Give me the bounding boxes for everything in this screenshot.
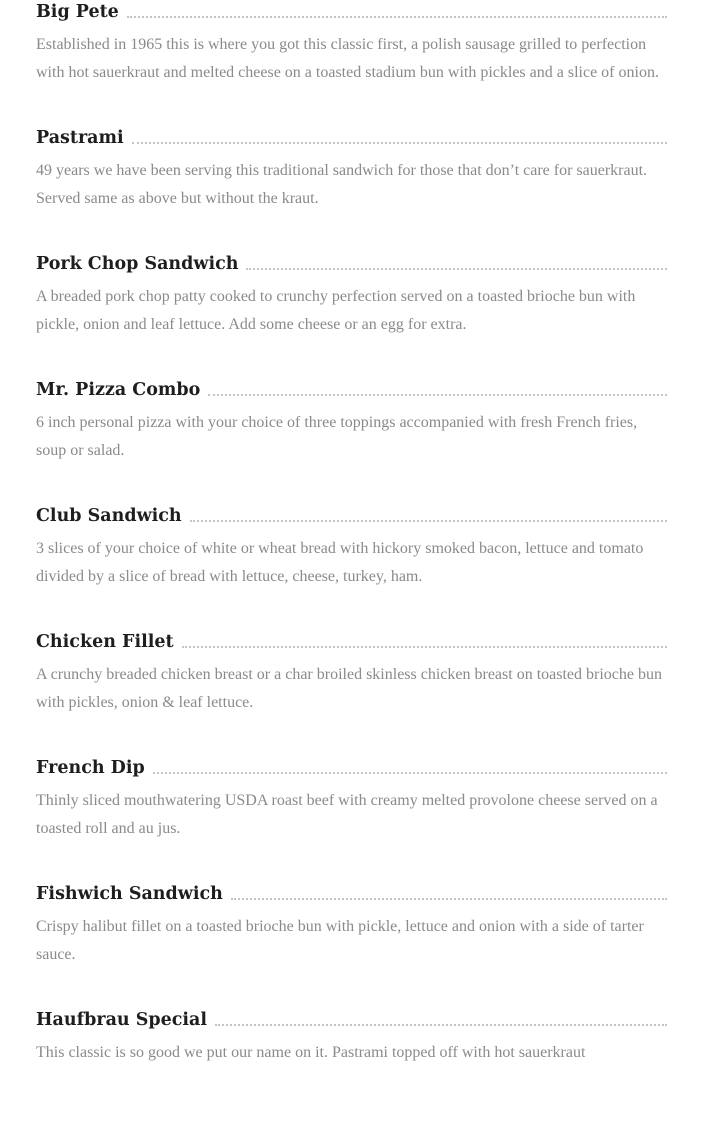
dotted-leader — [208, 394, 667, 396]
menu-item-name: Pastrami — [36, 128, 124, 148]
menu-item-description: Thinly sliced mouthwatering USDA roast beef with creamy melted provolone cheese served on a toasted roll and au jus. — [36, 792, 658, 837]
menu-item-description: This classic is so good we put our name on it. Pastrami topped off with hot sauerkraut — [36, 1044, 586, 1061]
menu-item-header — [36, 756, 667, 780]
menu-item-header — [36, 126, 667, 150]
dotted-leader — [153, 772, 667, 774]
menu-item-name: Haufbrau Special — [36, 1010, 208, 1030]
menu-item-name: Pork Chop Sandwich — [36, 254, 239, 274]
menu-item-header — [36, 504, 667, 528]
menu-item-header — [36, 630, 667, 654]
menu-item-haufbrau-special — [36, 1008, 667, 1134]
menu-item-fishwich-sandwich — [36, 882, 667, 1008]
menu-item-header — [36, 378, 667, 402]
menu-item-name: Club Sandwich — [36, 506, 182, 526]
menu-list — [36, 0, 667, 1134]
menu-item-french-dip — [36, 756, 667, 882]
menu-item-header — [36, 1008, 667, 1032]
menu-item-name: French Dip — [36, 758, 145, 778]
menu-item-name: Big Pete — [36, 2, 119, 22]
dotted-leader — [127, 16, 667, 18]
dotted-leader — [182, 646, 667, 648]
dotted-leader — [246, 268, 667, 270]
menu-item-pastrami — [36, 126, 667, 252]
menu-item-header — [36, 0, 667, 24]
menu-item-name: Mr. Pizza Combo — [36, 380, 201, 400]
menu-item-header — [36, 252, 667, 276]
menu-item-description: 6 inch personal pizza with your choice of three toppings accompanied with fresh French fries, soup or salad. — [36, 414, 638, 459]
menu-item-name: Chicken Fillet — [36, 632, 174, 652]
dotted-leader — [231, 898, 667, 900]
dotted-leader — [215, 1024, 667, 1026]
menu-item-description: 49 years we have been serving this traditional sandwich for those that don’t care for sauerkraut. Served same as above but without the kraut. — [36, 162, 648, 207]
menu-item-description: 3 slices of your choice of white or wheat bread with hickory smoked bacon, lettuce and tomato divided by a slice of bread with lettuce, cheese, turkey, ham. — [36, 540, 644, 585]
menu-item-big-pete — [36, 0, 667, 126]
menu-item-description: Crispy halibut fillet on a toasted brioche bun with pickle, lettuce and onion with a side of tarter sauce. — [36, 918, 644, 963]
menu-item-pork-chop-sandwich — [36, 252, 667, 378]
menu-item-header — [36, 882, 667, 906]
menu-item-description: Established in 1965 this is where you got this classic first, a polish sausage grilled to perfection with hot sauerkraut and melted cheese on a toasted stadium bun with pickles and a slice of onion. — [36, 36, 659, 81]
menu-item-club-sandwich — [36, 504, 667, 630]
menu-item-name: Fishwich Sandwich — [36, 884, 223, 904]
menu-item-chicken-fillet — [36, 630, 667, 756]
menu-item-description: A crunchy breaded chicken breast or a char broiled skinless chicken breast on toasted brioche bun with pickles, onion & leaf lettuce. — [36, 666, 662, 711]
dotted-leader — [190, 520, 667, 522]
menu-item-mr-pizza-combo — [36, 378, 667, 504]
menu-item-description: A breaded pork chop patty cooked to crunchy perfection served on a toasted brioche bun with pickle, onion and leaf lettuce. Add some cheese or an egg for extra. — [36, 288, 636, 333]
dotted-leader — [132, 142, 667, 144]
